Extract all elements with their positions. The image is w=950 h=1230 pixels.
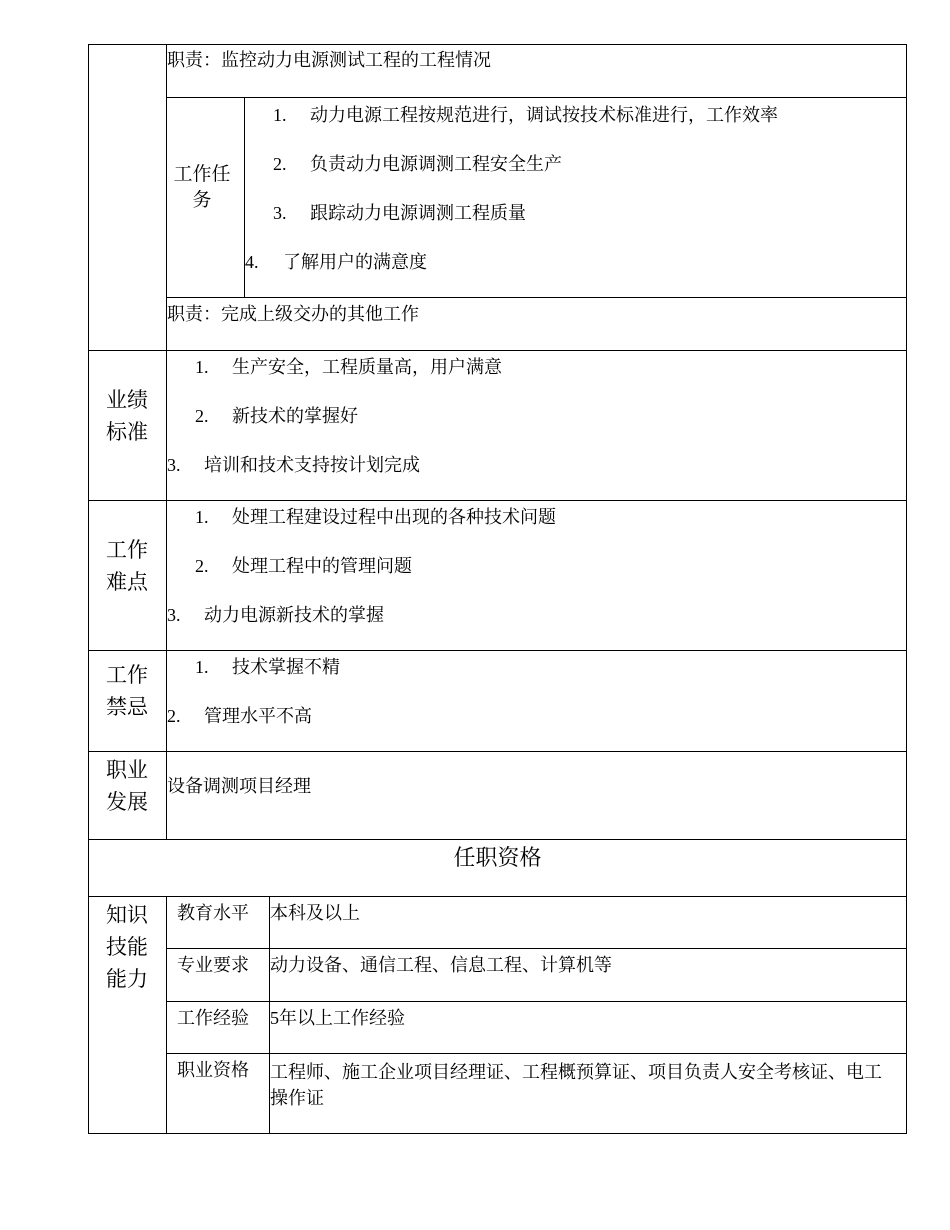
row-divider [166, 297, 907, 298]
taboo-text: 管理水平不高 [204, 706, 312, 726]
taboo-number: 2. [167, 706, 181, 726]
difficulty-text: 处理工程中的管理问题 [232, 556, 412, 576]
performance-text: 生产安全，工程质量高，用户满意 [232, 357, 502, 377]
taboo-text: 技术掌握不精 [232, 657, 340, 677]
task-number: 1. [273, 105, 287, 125]
row-divider [88, 650, 907, 651]
task-text: 了解用户的满意度 [283, 252, 427, 272]
performance-number: 2. [195, 406, 209, 426]
difficulty-number: 1. [195, 507, 209, 527]
performance-number: 3. [167, 455, 181, 475]
qualification-row-label: 教育水平 [177, 903, 249, 923]
difficulty-text: 动力电源新技术的掌握 [204, 605, 384, 625]
task-text: 负责动力电源调测工程安全生产 [310, 154, 562, 174]
qualification-row-value: 动力设备、通信工程、信息工程、计算机等 [270, 955, 612, 975]
taboo-number: 1. [195, 657, 209, 677]
performance-label: 业绩标准 [106, 388, 148, 444]
qualification-title: 任职资格 [453, 845, 542, 870]
qualification-group-label: 知识技能能力 [106, 903, 148, 991]
difficulty-text: 处理工程建设过程中出现的各种技术问题 [232, 507, 556, 527]
difficulty-number: 2. [195, 556, 209, 576]
qualification-row-value: 5年以上工作经验 [270, 1008, 405, 1028]
qualification-row-label: 职业资格 [177, 1060, 249, 1080]
taboo-label: 工作禁忌 [106, 663, 148, 719]
qualification-row-label: 工作经验 [177, 1008, 249, 1028]
performance-number: 1. [195, 357, 209, 377]
row-divider [166, 948, 907, 949]
task-text: 动力电源工程按规范进行，调试按技术标准进行，工作效率 [310, 105, 778, 125]
task-label: 工作任务 [173, 164, 231, 211]
career-label: 职业发展 [106, 758, 148, 814]
difficulty-number: 3. [167, 605, 181, 625]
qualification-row-value: 工程师、施工企业项目经理证、工程概预算证、项目负责人安全考核证、电工操作证 [270, 1062, 882, 1108]
career-text: 设备调测项目经理 [167, 776, 311, 796]
row-divider [166, 97, 907, 98]
row-divider [166, 1001, 907, 1002]
row-divider [88, 350, 907, 351]
task-number: 2. [273, 154, 287, 174]
qualification-row-value: 本科及以上 [270, 903, 360, 923]
task-number: 4. [245, 252, 259, 272]
duty-monitor-text: 职责：监控动力电源测试工程的工程情况 [167, 50, 491, 70]
task-number: 3. [273, 203, 287, 223]
row-divider [166, 1053, 907, 1054]
column-divider [166, 896, 167, 1134]
task-text: 跟踪动力电源调测工程质量 [310, 203, 526, 223]
qualification-row-label: 专业要求 [177, 955, 249, 975]
performance-text: 新技术的掌握好 [232, 406, 358, 426]
row-divider [88, 839, 907, 840]
performance-text: 培训和技术支持按计划完成 [204, 455, 420, 475]
row-divider [88, 500, 907, 501]
difficulty-label: 工作难点 [106, 538, 148, 594]
row-divider [88, 896, 907, 897]
row-divider [88, 751, 907, 752]
duty-other-text: 职责：完成上级交办的其他工作 [167, 304, 419, 324]
